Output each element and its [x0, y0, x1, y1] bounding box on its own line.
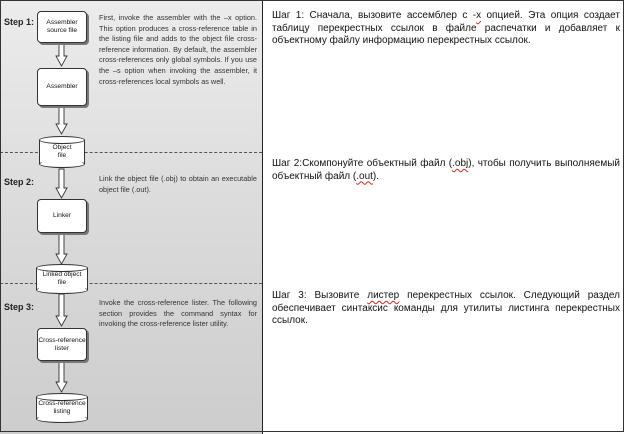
linker-label: Linker	[53, 212, 71, 219]
cross-reference-lister-box	[37, 328, 87, 361]
arrow-object-to-linker	[56, 169, 67, 198]
xref-listing-line2: listing	[53, 408, 71, 415]
xref-lister-line2: lister	[55, 344, 69, 352]
step-3-label: Step 3:	[4, 302, 35, 312]
arrow-assembler-to-object	[56, 104, 67, 134]
assembler-label: Assembler	[46, 83, 78, 90]
russian-step-3-before: Шаг 3: Вызовите	[272, 290, 368, 301]
xref-lister-line1: Cross-reference	[38, 336, 86, 344]
arrow-linked-to-lister	[56, 294, 67, 326]
russian-step-1-after: опцией. Эта опция создает таблицу перекрестных ссылок в файле распечатки и добавляет к объектному файлу информацию перекрестных ссылок.	[272, 10, 620, 47]
arrow-linker-to-linked	[56, 232, 67, 264]
object-file-line2: file	[57, 152, 67, 159]
linked-object-line1: Linked object	[42, 271, 82, 278]
spellcheck-mark: х	[476, 10, 482, 21]
spellcheck-mark: листер	[367, 290, 400, 301]
russian-step-2-before: Шаг 2:Скомпонуйте объектный файл (	[272, 158, 453, 169]
russian-step-2-middle: ), чтобы получить выполняемый объектный файл (	[272, 158, 621, 182]
russian-step-3-after: перекрестных ссылок. Следующий раздел обеспечивает синтаксис команды для утилиты листинга перекрестных ссылок.	[272, 290, 620, 327]
step-2-description: Link the object file (.obj) to obtain an executable object file (.out).	[99, 174, 257, 194]
linker-box	[37, 199, 87, 233]
assembler-source-line2: source file	[46, 27, 78, 34]
linked-object-file-cylinder	[36, 264, 88, 294]
russian-step-2	[272, 158, 620, 183]
xref-listing-line1: Cross-reference	[38, 400, 86, 407]
spellcheck-mark: .obj	[452, 158, 469, 169]
assembler-box	[37, 68, 87, 106]
assembler-source-file-box	[37, 11, 87, 43]
step-2-label: Step 2:	[4, 177, 35, 187]
column-divider	[262, 0, 263, 434]
spellcheck-mark: .out	[356, 170, 373, 182]
russian-step-1	[272, 10, 620, 48]
arrow-source-to-assembler	[56, 42, 67, 66]
cross-reference-listing-cylinder	[36, 393, 88, 423]
assembler-source-line1: Assembler	[46, 19, 78, 26]
arrow-lister-to-listing	[56, 360, 67, 392]
russian-step-1-before: Шаг 1: Сначала, вызовите ассемблер с -	[272, 10, 477, 21]
russian-step-2-after: ).	[372, 170, 380, 182]
object-file-line1: Object	[52, 144, 72, 151]
step-3-description: Invoke the cross-reference lister. The following section provides the command syntax for invoking the cross-reference lister utility.	[99, 298, 257, 329]
flow-diagram-panel	[0, 0, 262, 434]
linked-object-line2: file	[57, 279, 67, 286]
step-1-label: Step 1:	[4, 17, 35, 27]
object-file-cylinder	[39, 136, 85, 168]
russian-step-3	[272, 290, 620, 328]
step-1-description: First, invoke the assembler with the –x option. This option produces a cross-reference table in the listing file and adds to the object file cross-reference information. By default, the assembler cross-references only global symbols. If you use the –s option when invoking the assembler, it cross-references local symbols as well.	[99, 13, 257, 86]
